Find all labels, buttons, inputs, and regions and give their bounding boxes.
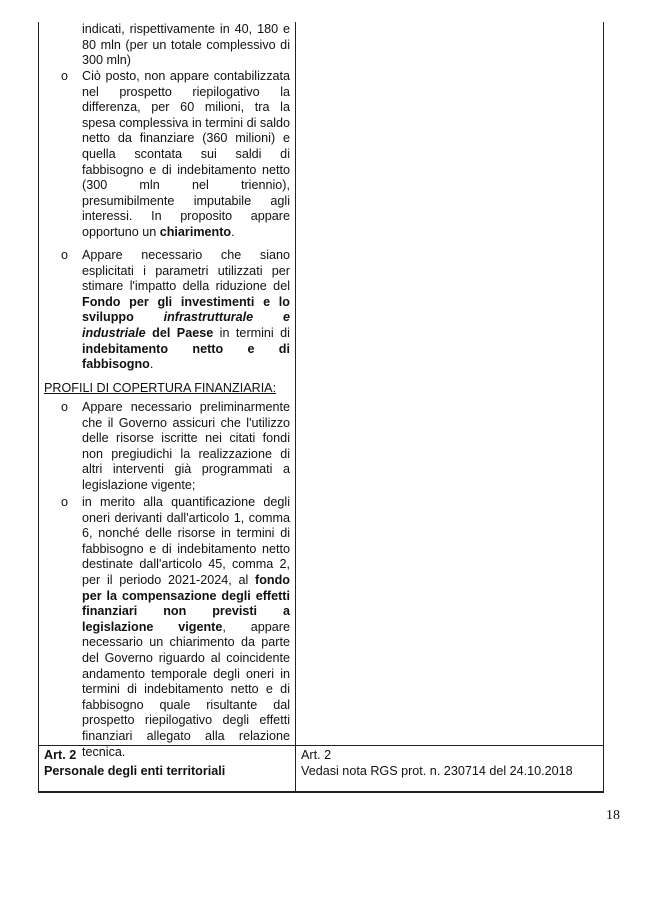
section-heading: PROFILI DI COPERTURA FINANZIARIA:: [44, 381, 277, 395]
bullet-marker: o: [61, 495, 69, 509]
bullet-text: [82, 495, 290, 760]
emphasized-text: Fondo per gli investimenti e lo sviluppo: [82, 294, 290, 325]
text-run: .: [231, 224, 235, 239]
page-number: 18: [606, 808, 620, 823]
text-run: in termini di: [213, 325, 290, 340]
article-title-left: Personale degli enti territoriali: [44, 764, 226, 778]
text-run: .: [149, 357, 154, 372]
text-run: , appare necessario un chiarimento da parte del Governo riguardo al coincidente andamento temporale degli oneri in termini di indebitamento netto e di fabbisogno quale risultante dal prospetto riepilogativo degli effetti finanziari allegato alla relazione tecnica.: [82, 619, 290, 759]
top-fragment: indicati, rispettivamente in 40, 180 e 80 mln (per un totale complessivo di 300 mln): [82, 22, 290, 68]
comment-table: [38, 22, 604, 792]
bullet-text: [82, 69, 290, 241]
article-number-left: Art. 2: [44, 748, 77, 762]
table-border-right: [603, 22, 604, 792]
emphasized-text: indebitamento netto e di fabbisogno: [82, 341, 290, 372]
text-run: Appare necessario preliminarmente che il Governo assicuri che l'utilizzo delle risorse iscritte nei citati fondi non pregiudichi la realizzazione di altri interventi già programmati a legislazione vigente;: [82, 400, 290, 492]
bullet-marker: o: [61, 400, 69, 414]
article-number-right: Art. 2: [301, 748, 332, 762]
bullet-marker: o: [61, 248, 69, 262]
table-column-divider: [295, 22, 296, 792]
text-run: Appare necessario che siano esplicitati i parametri utilizzati per stimare l'impatto della riduzione del: [82, 248, 290, 294]
emphasized-text: infrastrutturale e industriale: [82, 310, 291, 340]
table-border-left: [38, 22, 39, 792]
emphasized-text: del Paese: [145, 325, 214, 340]
emphasized-text: chiarimento: [159, 224, 232, 239]
text-run: in merito alla quantificazione degli oneri derivanti dall'articolo 1, comma 6, nonché delle risorse in termini di fabbisogno e di indebitamento netto destinate dall'articolo 45, comma 2, per il periodo 2021-2024, al: [82, 495, 290, 587]
bullet-text: [82, 400, 290, 494]
bullet-marker: o: [61, 69, 69, 83]
table-border-bottom: [38, 791, 604, 793]
text-run: Ciò posto, non appare contabilizzata nel prospetto riepilogativo la differenza, per 60 milioni, tra la spesa complessiva in termini di saldo netto da finanziare (360 milioni) e quella scontata sui saldi di fabbisogno e di indebitamento netto (300 mln nel triennio), presumibilmente imputabile agli interessi. In proposito appare opportuno un: [82, 69, 290, 239]
bullet-text: [82, 248, 290, 373]
rgs-note: Vedasi nota RGS prot. n. 230714 del 24.10.2018: [301, 764, 573, 778]
emphasized-text: fondo per la compensazione degli effetti finanziari non previsti a legislazione vigente: [82, 572, 290, 634]
